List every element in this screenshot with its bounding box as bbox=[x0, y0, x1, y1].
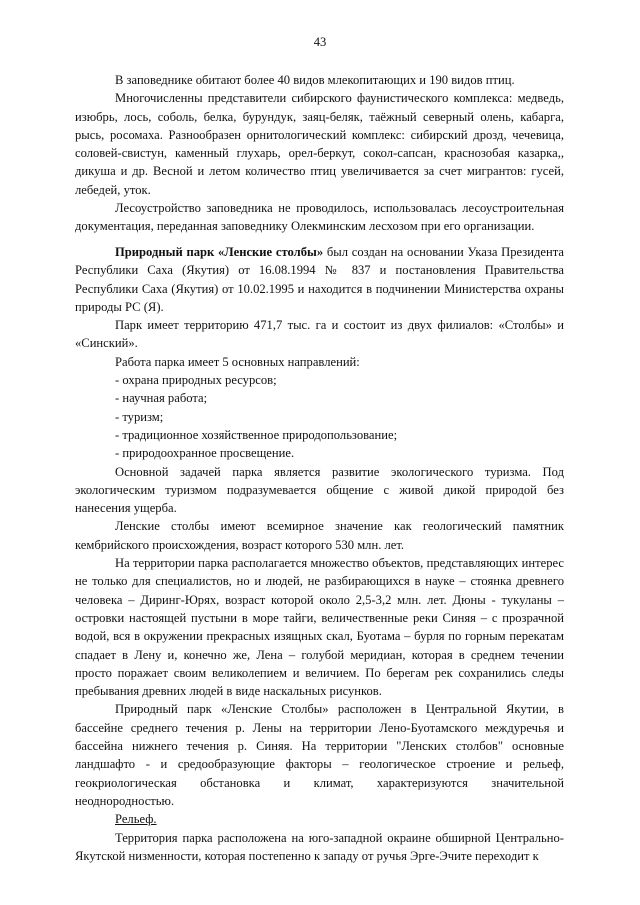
list-item: - природоохранное просвещение. bbox=[115, 446, 295, 461]
paragraph-park-objects: На территории парка располагается множество объектов, представляющих интерес не только для специалистов, но и людей, не разбирающихся в науке – стоянка древнего человека – Диринг-Юрях, возраст которой около 2,5-3,2 млн. лет. Дюны - тукуланы – островки настоящей пустыни в море тайги, величественные реки Синяя – с прозрачной водой, вся в окружении прекрасных изящных скал, Буотама – бурля по горным перекатам спадает в Лену и, конечно же, Лена – голубой меридиан, которая в среднем течении просто поражает своим великолепием и величием. По берегам рек сохранились следы пребывания древних людей в виде наскальных рисунков. bbox=[75, 556, 564, 699]
list-item: - туризм; bbox=[115, 409, 164, 424]
list-item: - охрана природных ресурсов; bbox=[115, 373, 277, 388]
paragraph-species-count: В заповеднике обитают более 40 видов млекопитающих и 190 видов птиц. bbox=[115, 73, 515, 87]
paragraph-relief: Территория парка расположена на юго-западной окраине обширной Центрально-Якутской низменности, которая постепенно к западу от ручья Эрге-Эчите переходит к bbox=[75, 830, 564, 863]
paragraph-park-founding bbox=[75, 243, 564, 316]
park-name-bold: Природный парк «Ленские столбы» bbox=[115, 245, 324, 259]
lena-pillars-section bbox=[75, 243, 564, 865]
mammals-birds-section bbox=[75, 71, 564, 236]
page-number: 43 bbox=[313, 35, 327, 49]
paragraph-fauna: Многочисленны представители сибирского фаунистического комплекса: медведь, изюбрь, лось, соболь, белка, бурундук, заяц-беляк, таёжный северный олень, кабарга, рысь, росомаха. Разнообразен орнитологический комплекс: сибирский дрозд, чечевица, соловей-свистун, каменный глухарь, орел-беркут, сокол-сапсан, краснозобая казарка,, дикуша и др. Весной и летом количество птиц увеличивается за счет мигрантов: гусей, лебедей, уток. bbox=[75, 91, 564, 197]
paragraph-park-territory: Парк имеет территорию 471,7 тыс. га и состоит из двух филиалов: «Столбы» и «Синский». bbox=[75, 318, 564, 351]
paragraph-forest-management: Лесоустройство заповедника не проводилось, использовалась лесоустроительная документация, переданная заповеднику Олекминским лесхозом при его организации. bbox=[75, 201, 564, 234]
paragraph-directions-intro: Работа парка имеет 5 основных направлений: bbox=[115, 354, 360, 369]
paragraph-park-location: Природный парк «Ленские Столбы» расположен в Центральной Якутии, в бассейне среднего течения р. Лены на территории Лено-Буотамского междуречья и бассейна нижнего течения р. Синяя. На территории "Ленских столбов" основные ландшафто - и средообразующие факторы – геологическое строение и рельеф, геокриологическая обстановка и климат, характеризуются значительной неоднородностью. bbox=[75, 702, 564, 808]
section-heading-relief bbox=[75, 810, 564, 828]
paragraph-world-significance: Ленские столбы имеют всемирное значение как геологический памятник кембрийского происхождения, возраст которого 530 млн. лет. bbox=[75, 519, 564, 552]
list-item: - традиционное хозяйственное природопользование; bbox=[115, 427, 398, 442]
park-founding-text: был создан на основании Указа Президента Республики Саха (Якутия) от 16.08.1994 № 837 и постановления Правительства Республики Саха (Якутия) от 10.02.1995 и находится в подчинении Министерства охраны природы РС (Я). bbox=[75, 245, 564, 314]
list-item: - научная работа; bbox=[115, 391, 208, 406]
paragraph-ecotourism: Основной задачей парка является развитие экологического туризма. Под экологическим туризмом подразумевается общение с живой дикой природой без нанесения ущерба. bbox=[75, 464, 564, 516]
relief-heading-text: Рельеф. bbox=[115, 812, 157, 827]
